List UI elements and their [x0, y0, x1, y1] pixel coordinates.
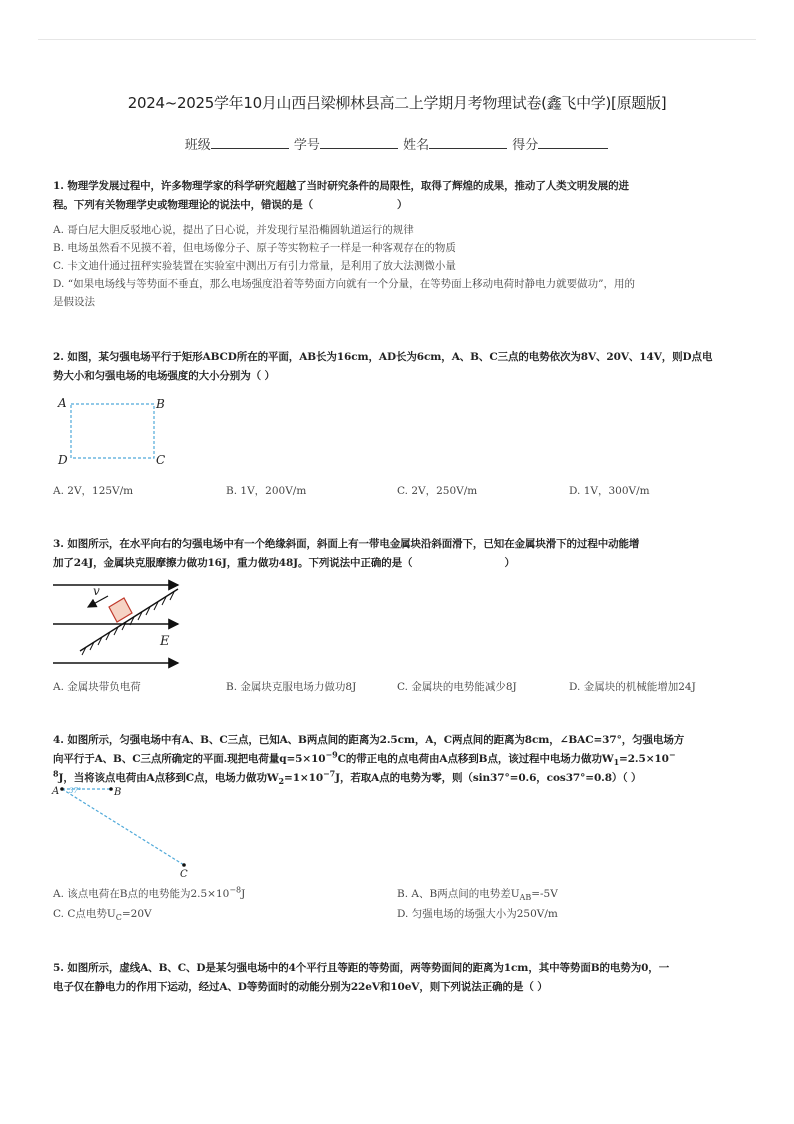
class-blank[interactable]	[211, 136, 289, 149]
label-a: A	[52, 786, 60, 797]
angle-label: 37°	[69, 787, 82, 795]
student-id-blank[interactable]	[320, 136, 398, 149]
metal-block	[109, 598, 132, 622]
question-3	[53, 535, 743, 573]
label-c: C	[180, 869, 188, 880]
question-1	[53, 177, 743, 215]
q3-option-b[interactable]: B. 金属块克服电场力做功8J	[226, 681, 357, 693]
point-c-label: C	[156, 453, 166, 467]
question-5-stem: 5. 如图所示，虚线A、B、C、D是某匀强电场中的4个平行且等距的等势面，两等势面间的距离为1cm，其中等势面B的电势为0，一 电子仅在静电力的作用下运动，经过A、D等势面时的动能分别为22eV和10eV，则下列说法正确的是（ ）	[53, 962, 670, 993]
question-2	[53, 348, 743, 386]
q4-option-d[interactable]: D. 匀强电场的场强大小为250V/m	[397, 908, 558, 920]
question-4	[53, 731, 743, 788]
question-1-options	[53, 221, 743, 311]
incline-field-diagram	[50, 575, 190, 670]
q2-option-b[interactable]: B. 1V，200V/m	[226, 485, 307, 497]
q2-option-c[interactable]: C. 2V，250V/m	[397, 485, 478, 497]
student-id-label: 学号	[293, 138, 320, 153]
point-a-label: A	[58, 396, 67, 410]
page-title: 2024~2025学年10月山西吕梁柳林县高二上学期月考物理试卷(鑫飞中学)[原题版]	[127, 94, 667, 112]
option-c[interactable]: C. 卡文迪什通过扭秤实验装置在实验室中测出万有引力常量，是利用了放大法测微小量	[53, 260, 456, 272]
point-d-label: D	[58, 453, 68, 467]
name-blank[interactable]	[429, 136, 507, 149]
option-d[interactable]: D. “如果电场线与等势面不垂直，那么电场强度沿着等势面方向就有一个分量，在等势面上移动电荷时静电力就要做功”，用的	[53, 278, 635, 290]
option-b[interactable]: B. 电场虽然看不见摸不着，但电场像分子、原子等实物粒子一样是一种客观存在的物质	[53, 242, 456, 254]
point-c	[182, 863, 186, 867]
point-b	[109, 787, 113, 791]
q3-option-c[interactable]: C. 金属块的电势能减少8J	[397, 681, 517, 693]
dashed-rectangle	[71, 404, 154, 458]
rectangle-abcd-diagram	[55, 394, 175, 470]
q3-option-a[interactable]: A. 金属块带负电荷	[53, 681, 141, 693]
q2-option-a[interactable]: A. 2V，125V/m	[53, 485, 134, 497]
q4-option-a[interactable]: A. 该点电荷在B点的电势能为$2.5\times 10^{-8}J$	[53, 885, 246, 900]
name-label: 姓名	[403, 138, 430, 153]
question-3-stem: 3. 如图所示，在水平向右的匀强电场中有一个绝缘斜面，斜面上有一带电金属块沿斜面滑下，已知在金属块滑下的过程中动能增 加了24J，金属块克服摩擦力做功16J，重力做功48J。下列说法中正确的是（ ）	[53, 538, 640, 569]
field-e-label: E	[160, 634, 170, 649]
header-rule	[38, 39, 756, 40]
question-2-stem: 2. 如图，某匀强电场平行于矩形ABCD所在的平面，AB长为16cm，AD长为6cm，A、B、C三点的电势依次为8V、20V、14V，则D点电 势大小和匀强电场的电场强度的大小分别为（ ）	[53, 351, 713, 382]
question-4-stem: 4. 如图所示，匀强电场中有A、B、C三点，已知A、B两点间的距离为2.5cm，A，C两点间的距离为8cm，∠BAC=37°，匀强电场方 向平行于A、B、C三点所确定的平面.现把电荷量$q=5\times 10^{-9}C$的带正电的点电荷由A点移到B点，该过程中电场力做功$W_1=2.5\times 10^-$ $^8$J，当将该点电荷由A点移到C点，电场力做功$W_2=1\times 10^{-7}J$，若取A点的电势为零，则（sin37°=0.6，cos37°=0.8）（ ）	[53, 734, 685, 787]
q3-option-d[interactable]: D. 金属块的机械能增加24J	[569, 681, 696, 693]
q2-option-d[interactable]: D. 1V，300V/m	[569, 485, 650, 497]
question-1-stem: 1. 物理学发展过程中，许多物理学家的科学研究超越了当时研究条件的局限性，取得了辉煌的成果，推动了人类文明发展的进 程。下列有关物理学史或物理理论的说法中，错误的是（ ）	[53, 180, 629, 211]
segment-ac	[62, 789, 184, 865]
point-a	[60, 787, 64, 791]
q4-option-c[interactable]: C. C点电势$U_C=20V$	[53, 908, 152, 923]
question-5	[53, 959, 743, 997]
velocity-label: v	[93, 584, 100, 598]
option-a[interactable]: A. 哥白尼大胆反驳地心说，提出了日心说，并发现行星沿椭圆轨道运行的规律	[53, 224, 414, 236]
triangle-abc-diagram	[52, 782, 202, 878]
score-label: 得分	[512, 138, 539, 153]
option-d-continued: 是假设法	[53, 296, 95, 308]
point-b-label: B	[156, 397, 165, 411]
q4-option-b[interactable]: B. A、B两点间的电势差$U_{AB}=-5V$	[397, 888, 558, 903]
class-label: 班级	[184, 138, 211, 153]
student-info-line	[0, 134, 794, 153]
label-b: B	[114, 787, 122, 798]
score-blank[interactable]	[538, 136, 608, 149]
